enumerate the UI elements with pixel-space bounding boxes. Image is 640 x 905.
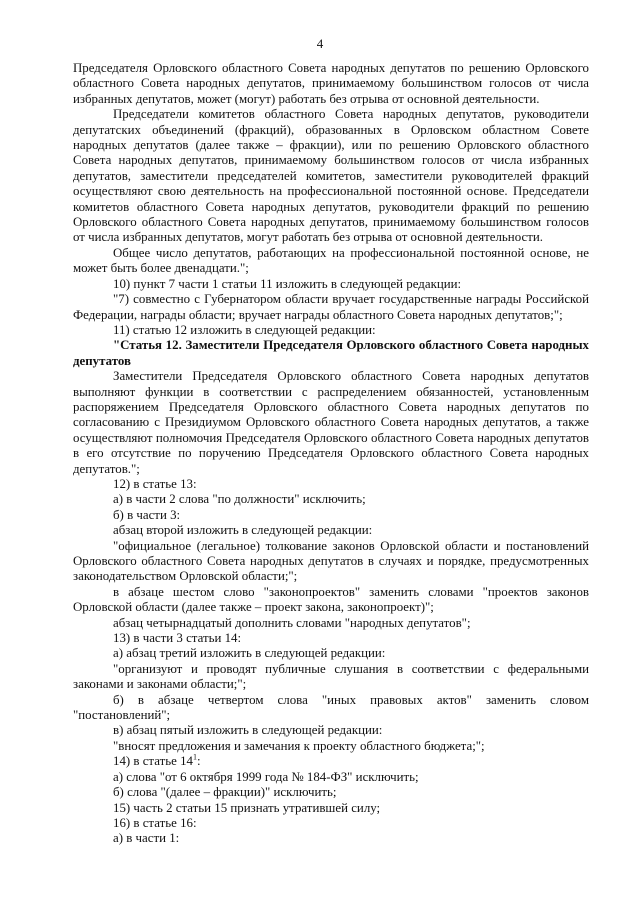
- paragraph: [73, 785, 589, 800]
- paragraph: [73, 585, 589, 616]
- paragraph: [73, 246, 589, 277]
- paragraph-suffix: :: [196, 754, 201, 769]
- paragraph-text: 10) пункт 7 части 1 статьи 11 изложить в следующей редакции:: [113, 276, 462, 291]
- paragraph-text: а) слова "от 6 октября 1999 года № 184-ФЗ" исключить;: [113, 769, 419, 784]
- paragraph-text: Общее число депутатов, работающих на профессиональной постоянной основе, не может быть более двенадцати.";: [73, 245, 589, 276]
- paragraph: [73, 631, 589, 646]
- superscript: 1: [192, 752, 197, 762]
- paragraph-text: абзац второй изложить в следующей редакции:: [113, 523, 373, 538]
- paragraph-text: б) слова "(далее – фракции)" исключить;: [113, 785, 337, 800]
- paragraph-text: 15) часть 2 статьи 15 признать утратившей силу;: [113, 800, 381, 815]
- paragraph-text: Председателя Орловского областного Совета народных депутатов по решению Орловского областного Совета народных депутатов, принимаемому большинством голосов от числа избранных депутатов, может (могут) работать без отрыва от основной деятельности.: [73, 61, 589, 106]
- paragraph-text: "Статья 12. Заместители Председателя Орловского областного Совета народных депутатов: [73, 338, 589, 368]
- paragraph-text: "постановлений";: [73, 708, 171, 723]
- paragraph-text: абзац четырнадцатый дополнить словами "народных депутатов";: [113, 615, 471, 630]
- paragraph-text: 16) в статье 16:: [113, 815, 197, 830]
- paragraph-text: 13) в части 3 статьи 14:: [113, 631, 242, 646]
- paragraph-text: в абзаце шестом слово "законопроектов" заменить словами "проектов законов Орловской области (далее также – проект закона, законопроект)";: [73, 584, 589, 615]
- paragraph: [73, 831, 589, 846]
- paragraph-text: "вносят предложения и замечания к проекту областного бюджета;";: [113, 738, 485, 753]
- paragraph: [73, 323, 589, 338]
- paragraph-text: "официальное (легальное) толкование законов Орловской области и постановлений Орловского областного Совета народных депутатов в случаях и порядке, предусмотренных законодательством Орловской области;";: [73, 538, 589, 584]
- page-number: 4: [316, 36, 324, 51]
- paragraph: [73, 61, 589, 107]
- paragraph-text: 11) статью 12 изложить в следующей редакции:: [113, 322, 376, 337]
- paragraph-text: в) абзац пятый изложить в следующей редакции:: [113, 723, 383, 738]
- paragraph-text: а) в части 2 слова "по должности" исключить;: [113, 492, 366, 507]
- paragraph: [73, 277, 589, 292]
- paragraph-text: Председатели комитетов областного Совета народных депутатов, руководители депутатских объединений (фракций), образованных в Орловском областном Совете народных депутатов (далее также – фракции), или по решению Орловского областного Совета народных депутатов, принимаемому большинством голосов от числа избранных депутатов, заместители председателей комитетов, заместители руководителей фракций осуществляют свою деятельность на профессиональной постоянной основе. Председатели комитетов областного Совета народных депутатов, руководители фракций по решению Орловского областного Совета народных депутатов, принимаемому большинством голосов от числа избранных депутатов, могут работать без отрыва от основной деятельности.: [73, 107, 589, 245]
- paragraph-text: "7) совместно с Губернатором области вручает государственные награды Российской Федерации, награды области; вручает награды областного Совета народных депутатов;";: [73, 292, 589, 322]
- paragraph: [73, 539, 589, 585]
- paragraph: [73, 754, 589, 769]
- paragraph-text: 12) в статье 13:: [113, 476, 197, 491]
- paragraph: [73, 107, 589, 246]
- paragraph: [73, 770, 589, 785]
- paragraph-text: а) в части 1:: [113, 831, 180, 846]
- paragraph: [73, 508, 589, 523]
- paragraph-text: а) абзац третий изложить в следующей редакции:: [113, 646, 386, 661]
- paragraph: [73, 816, 589, 831]
- paragraph: [73, 492, 589, 507]
- paragraph-text: Заместители Председателя Орловского областного Совета народных депутатов выполняют функции в соответствии с распределением обязанностей, установленным распоряжением Председателя Орловского областного Совета народных депутатов по согласованию с Президиумом Орловского областного Совета народных депутатов, а также осуществляют полномочия Председателя Орловского областного Совета народных депутатов в его отсутствие по поручению Председателя Орловского областного Совета народных депутатов.";: [73, 369, 589, 476]
- paragraph: [73, 708, 589, 723]
- paragraph: [73, 723, 589, 738]
- paragraph: [73, 292, 589, 323]
- paragraph: [73, 801, 589, 816]
- paragraph-text: б) в части 3:: [113, 507, 181, 522]
- paragraph: [73, 523, 589, 538]
- paragraph: [73, 616, 589, 631]
- paragraph: [73, 477, 589, 492]
- paragraph-text: б) в абзаце четвертом слова "иных правовых актов" заменить словом: [113, 692, 589, 707]
- paragraph-text: 14) в статье 14: [113, 754, 193, 769]
- paragraph: [73, 739, 589, 754]
- paragraph-text: "организуют и проводят публичные слушания в соответствии с федеральными законами и законами области;";: [73, 661, 589, 692]
- paragraph: [73, 369, 589, 477]
- paragraph: [73, 662, 589, 693]
- paragraph: [73, 693, 589, 708]
- document-body: [73, 61, 589, 847]
- paragraph: [73, 646, 589, 661]
- paragraph: [73, 338, 589, 369]
